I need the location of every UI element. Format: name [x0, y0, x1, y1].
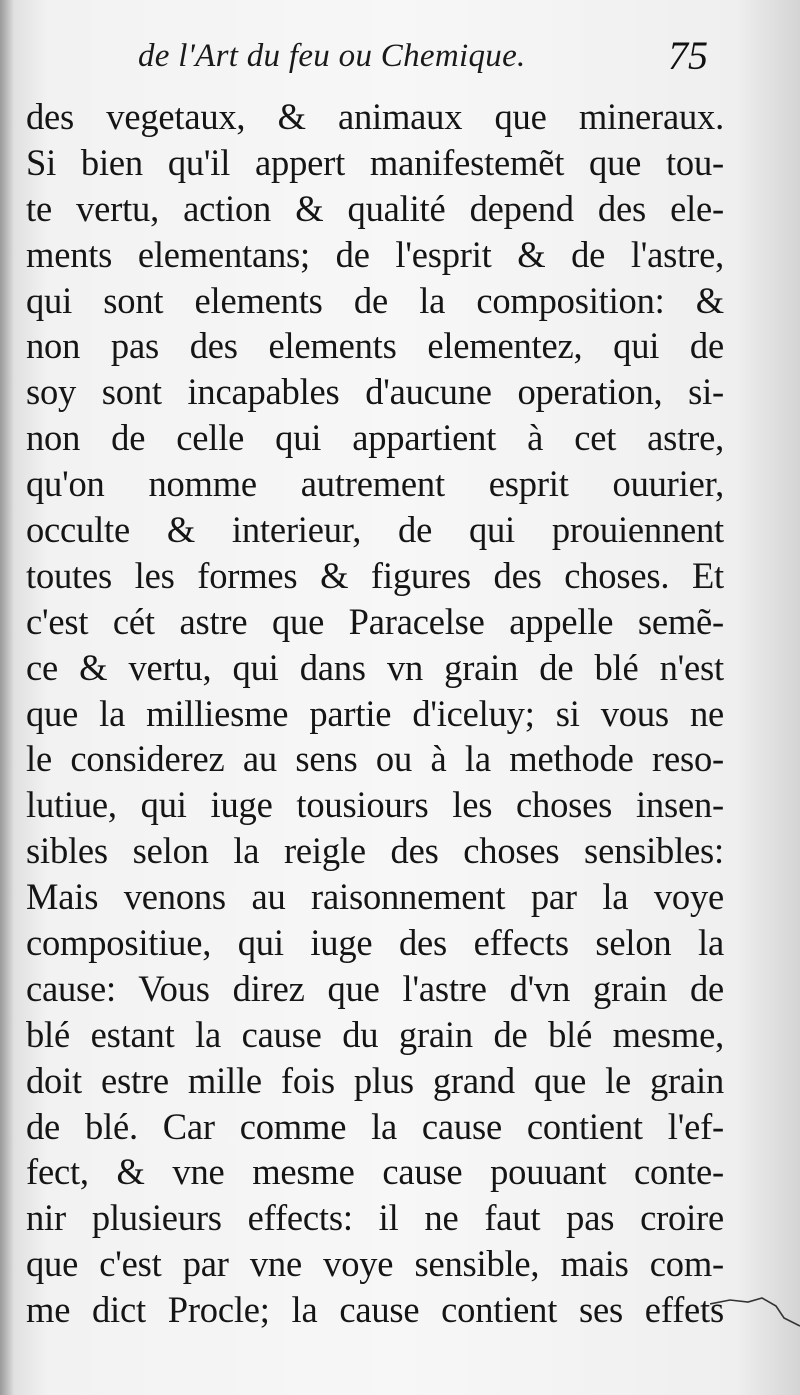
- text-line: Mais venons au raisonnement par la voye: [26, 876, 724, 918]
- text-line: des vegetaux, & animaux que mineraux.: [26, 96, 724, 137]
- text-line: soy sont incapables d'aucune operation, si-: [26, 371, 724, 413]
- gutter-shadow: [0, 0, 14, 1395]
- text-line: qui sont elements de la composition: &: [26, 279, 724, 321]
- text-line: non pas des elements elementez, qui de: [26, 325, 724, 367]
- running-title: de l'Art du feu ou Chemique.: [138, 38, 526, 74]
- text-line: ments elementans; de l'esprit & de l'astre,: [26, 233, 724, 275]
- text-line: blé estant la cause du grain de blé mesme,: [26, 1013, 724, 1055]
- text-line: cause: Vous direz que l'astre d'vn grain de: [26, 967, 724, 1009]
- text-line: de blé. Car comme la cause contient l'ef-: [26, 1105, 724, 1147]
- text-line: non de celle qui appartient à cet astre,: [26, 417, 724, 459]
- text-line: que la milliesme partie d'iceluy; si vous ne: [26, 692, 724, 734]
- text-line: occulte & interieur, de qui prouiennent: [26, 509, 724, 551]
- text-line: nir plusieurs effects: il ne faut pas croire: [26, 1197, 724, 1239]
- text-line: que c'est par vne voye sensible, mais com-: [26, 1243, 724, 1285]
- text-line: compositiue, qui iuge des effects selon la: [26, 922, 724, 964]
- page-header: [0, 30, 800, 86]
- text-line: ce & vertu, qui dans vn grain de blé n'est: [26, 646, 724, 688]
- text-line: doit estre mille fois plus grand que le grain: [26, 1059, 724, 1101]
- text-line: lutiue, qui iuge tousiours les choses insen-: [26, 784, 724, 826]
- text-line: sibles selon la reigle des choses sensibles:: [26, 830, 724, 872]
- body-text: [26, 94, 724, 1384]
- paper-crack: [710, 1290, 800, 1330]
- text-line: te vertu, action & qualité depend des ele-: [26, 187, 724, 229]
- text-line: le considerez au sens ou à la methode reso-: [26, 738, 724, 780]
- text-line: fect, & vne mesme cause pouuant conte-: [26, 1151, 724, 1193]
- text-line: qu'on nomme autrement esprit ouurier,: [26, 463, 724, 505]
- text-line: Si bien qu'il appert manifestemẽt que tou-: [26, 141, 724, 183]
- page-number: 75: [668, 33, 708, 78]
- text-line: toutes les formes & figures des choses. Et: [26, 554, 724, 596]
- text-line: c'est cét astre que Paracelse appelle semẽ-: [26, 600, 724, 642]
- text-line: me dict Procle; la cause contient ses effets: [26, 1289, 724, 1331]
